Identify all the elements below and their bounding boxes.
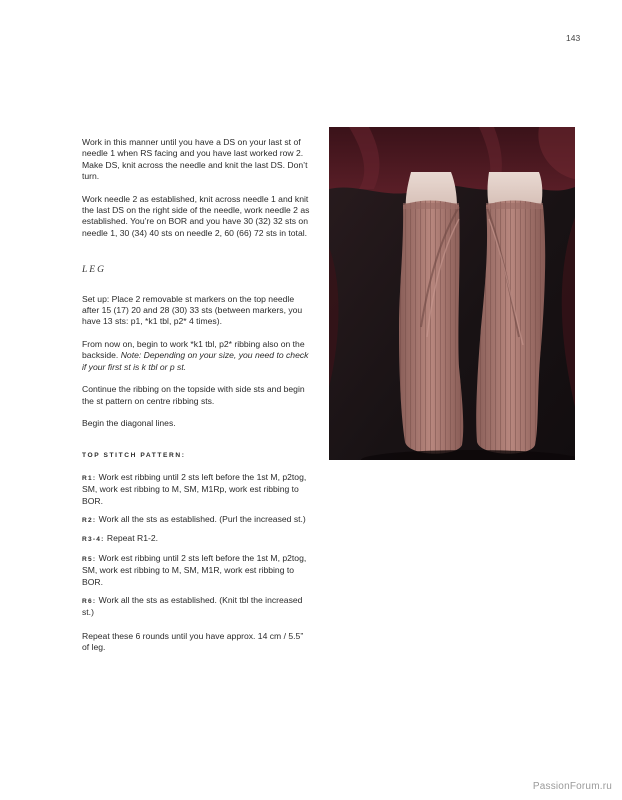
pattern-row-3-4 [82,533,310,545]
leg-ribbing-paragraph [82,339,310,373]
page-number: 143 [566,33,581,43]
repeat-paragraph: Repeat these 6 rounds until you have approx. 14 cm / 5.5” of leg. [82,630,304,653]
row-label: R1: [82,474,97,482]
sock-photo [329,127,575,460]
pattern-row-5 [82,553,310,588]
row-text: Work est ribbing until 2 sts left before the 1st M, p2tog, SM, work est ribbing to M, SM, M1Rp, work est ribbing to BOR. [82,471,307,506]
row-text: Work est ribbing until 2 sts left before the 1st M, p2tog, SM, work est ribbing to M, SM, M1R, work est ribbing to BOR. [82,552,307,587]
leg-setup-paragraph: Set up: Place 2 removable st markers on the top needle after 15 (17) 20 and 28 (30) 33 sts (between markers, you have 13 sts: p1, *k1 tbl, p2* 4 times). [82,293,303,327]
pattern-row-1 [82,472,310,507]
row-text: Work all the sts as established. (Purl the increased st.) [96,513,306,524]
row-text: Repeat R1-2. [104,533,159,544]
leg-continue-paragraph: Continue the ribbing on the topside with side sts and begin the st pattern on centre ribbing sts. [82,384,305,406]
row-label: R5: [82,555,97,563]
pattern-rows [82,472,310,619]
intro-paragraph-1: Work in this manner until you have a DS on your last st of needle 1 when RS facing and you have last worked row 2. Make DS, knit across the needle and knit the last DS. Don’t turn. [82,137,308,182]
leg-begin-paragraph: Begin the diagonal lines. [82,417,176,428]
pattern-row-2 [82,514,310,526]
intro-paragraph-2: Work needle 2 as established, knit across needle 1 and knit the last DS on the right side of the needle, work needle 2 as established. You’re on BOR and you have 30 (32) 32 sts on needle 1, 30 (34) 40 sts on needle 2, 60 (66) 72 sts in total. [82,193,310,238]
sock-photo-illustration [329,127,575,460]
row-label: R3-4: [82,536,105,544]
ribbing-note: Note: Depending on your size, you need to check if your first st is k tbl or p st. [82,350,309,372]
row-label: R6: [82,597,97,605]
row-label: R2: [82,516,97,524]
leg-section-heading: LEG [82,265,106,276]
ribbing-text: From now on, begin to work *k1 tbl, p2* ribbing also on the backside. [82,338,305,361]
pattern-row-6 [82,595,310,619]
pattern-text-column [82,137,310,665]
row-text: Work all the sts as established. (Knit tbl the increased st.) [82,594,303,618]
top-stitch-pattern-heading: TOP STITCH PATTERN: [82,452,186,460]
watermark: PassionForum.ru [532,781,612,792]
